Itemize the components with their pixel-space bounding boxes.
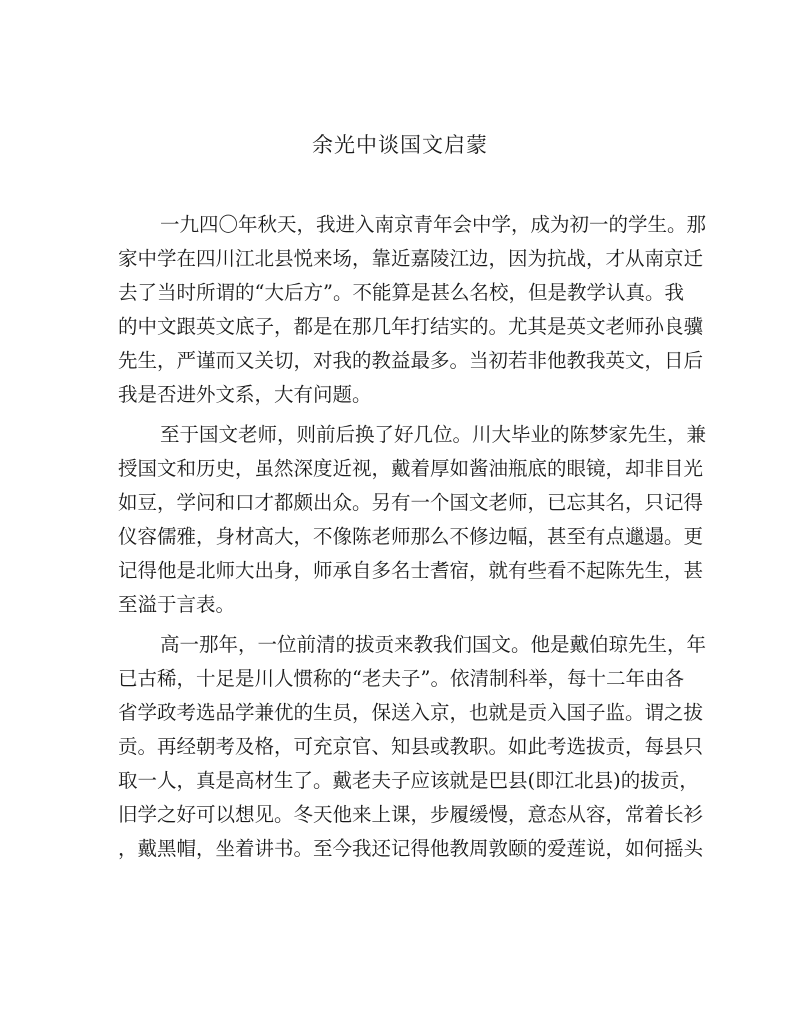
- paragraph-2-line-6: 至溢于言表。: [118, 593, 236, 616]
- paragraph-3-line-1: 高一那年，一位前清的拔贡来教我们国文。他是戴伯琼先生，年: [160, 633, 707, 656]
- paragraph-1-line-4: 的中文跟英文底子，都是在那几年打结实的。尤其是英文老师孙良骥: [118, 315, 704, 338]
- paragraph-1-line-2: 家中学在四川江北县悦来场，靠近嘉陵江边，因为抗战，才从南京迁: [118, 247, 704, 270]
- paragraph-2-line-2: 授国文和历史，虽然深度近视，戴着厚如酱油瓶底的眼镜，却非目光: [118, 457, 704, 480]
- document-title: 余光中谈国文启蒙: [312, 133, 488, 157]
- paragraph-1-line-3: 去了当时所谓的“大后方”。不能算是甚么名校，但是教学认真。我: [118, 281, 684, 304]
- paragraph-3-line-7: ，戴黑帽，坐着讲书。至今我还记得他教周敦颐的爱莲说，如何摇头: [118, 837, 704, 860]
- paragraph-3-line-4: 贡。再经朝考及格，可充京官、知县或教职。如此考选拔贡，每县只: [118, 735, 704, 758]
- paragraph-1-line-6: 我是否进外文系，大有问题。: [118, 383, 372, 406]
- paragraph-1-line-1: 一九四〇年秋天，我进入南京青年会中学，成为初一的学生。那: [160, 213, 707, 236]
- paragraph-2-line-1: 至于国文老师，则前后换了好几位。川大毕业的陈梦家先生，兼: [160, 423, 707, 446]
- paragraph-3-line-6: 旧学之好可以想见。冬天他来上课，步履缓慢，意态从容，常着长衫: [118, 803, 704, 826]
- paragraph-3-line-3: 省学政考选品学兼优的生员，保送入京，也就是贡入国子监。谓之拔: [118, 701, 704, 724]
- paragraph-2-line-5: 记得他是北师大出身，师承自多名士耆宿，就有些看不起陈先生，甚: [118, 559, 704, 582]
- paragraph-3-line-5: 取一人，真是高材生了。戴老夫子应该就是巴县(即江北县)的拔贡，: [118, 769, 699, 792]
- paragraph-1-line-5: 先生，严谨而又关切，对我的教益最多。当初若非他教我英文，日后: [118, 349, 704, 372]
- paragraph-3-line-2: 已古稀，十足是川人惯称的“老夫子”。依清制科举，每十二年由各: [118, 667, 684, 690]
- paragraph-2-line-3: 如豆，学问和口才都颇出众。另有一个国文老师，已忘其名，只记得: [118, 491, 704, 514]
- paragraph-2-line-4: 仪容儒雅，身材高大，不像陈老师那么不修边幅，甚至有点邋遢。更: [118, 525, 704, 548]
